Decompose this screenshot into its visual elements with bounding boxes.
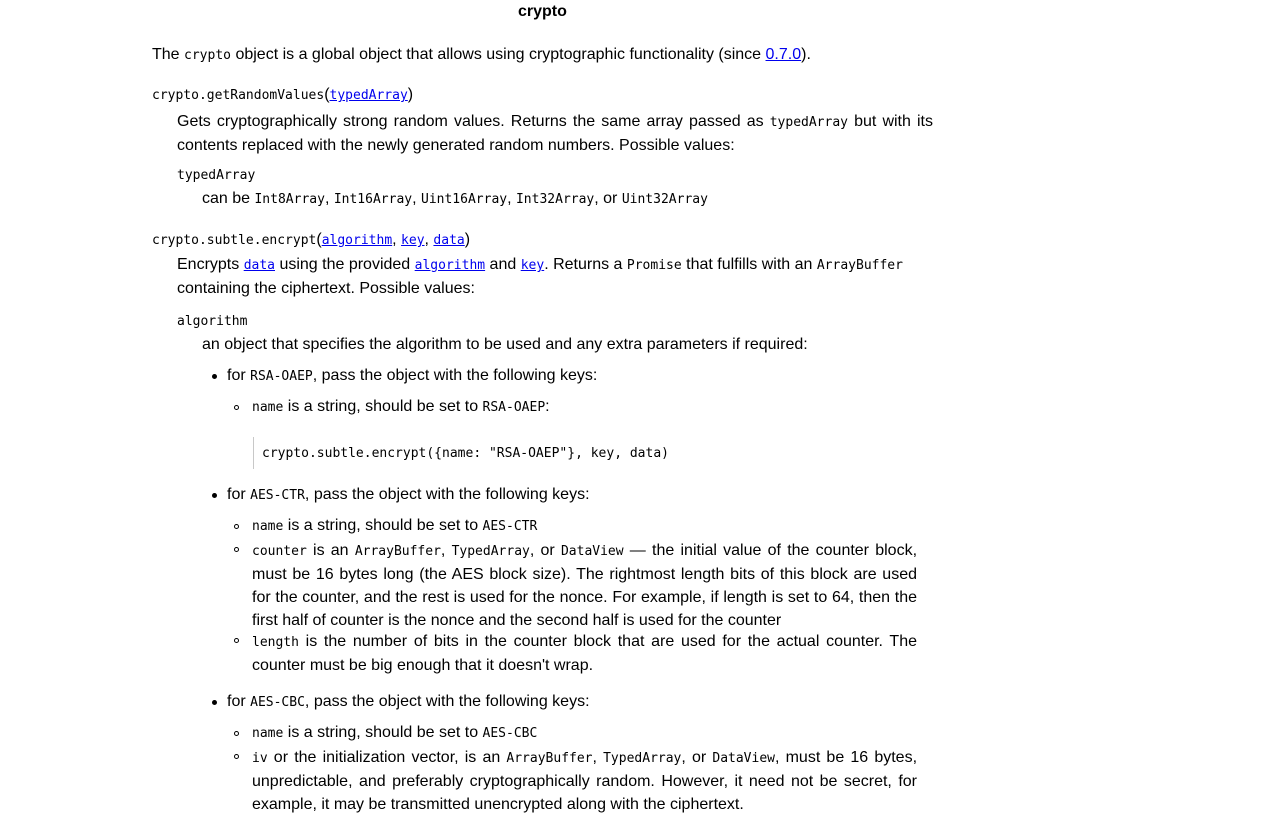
key-code: counter — [252, 544, 307, 559]
desc-text: , or — [529, 542, 561, 559]
signature-name: crypto.subtle.encrypt — [152, 233, 317, 248]
code-block — [253, 437, 753, 469]
algo-code: RSA-OAEP — [250, 369, 313, 384]
key-code: name — [252, 726, 284, 741]
list-bullet — [212, 374, 217, 379]
link-key[interactable]: key — [520, 258, 545, 273]
desc-text: Encrypts — [177, 256, 244, 273]
inline-code: Promise — [626, 258, 682, 273]
algo-code: AES-CTR — [250, 488, 305, 503]
desc-text: Gets cryptographically strong random values. Returns the same array passed as — [177, 113, 770, 130]
list-bullet — [234, 524, 239, 529]
desc-text: is the number of bits in the counter block that are used for the actual counter. The counter must be big enough that it doesn't wrap. — [252, 633, 917, 674]
type-code: ArrayBuffer — [506, 751, 593, 766]
list-bullet — [212, 493, 217, 498]
key-code: name — [252, 519, 284, 534]
type-code: Int32Array — [515, 192, 595, 207]
separator: , — [324, 190, 334, 207]
value-code: AES-CTR — [482, 519, 538, 534]
inline-code: crypto — [184, 48, 231, 63]
list-bullet — [234, 405, 239, 410]
param-link-algorithm[interactable]: algorithm — [321, 233, 393, 248]
inline-code: ArrayBuffer — [816, 258, 903, 273]
param-link-typedarray[interactable]: typedArray — [329, 88, 408, 103]
type-code: TypedArray — [603, 751, 682, 766]
value-code: AES-CBC — [482, 726, 538, 741]
type-code: Uint32Array — [621, 192, 708, 207]
signature-encrypt: crypto.subtle.encrypt(algorithm, key, data) — [152, 231, 471, 248]
key-code: iv — [252, 751, 268, 766]
separator: , or — [594, 190, 622, 207]
type-code: Int8Array — [254, 192, 325, 207]
inline-code: typedArray — [769, 115, 848, 130]
signature-name: crypto.getRandomValues — [152, 88, 325, 103]
desc-text: must be 16 bytes long (the AES block size). The rightmost length bits of this block are used for the counter, and the rest is used for the nonce. For example, if length is set to 64, then the first half of counter is the nonce and the second half is used for the counter — [252, 566, 917, 629]
type-code: ArrayBuffer — [354, 544, 441, 559]
type-code: Int16Array — [333, 192, 413, 207]
list-item-rsa-name — [252, 398, 550, 416]
desc-text: , must be 16 bytes, — [775, 749, 918, 766]
desc-text: is a string, should be set to — [283, 724, 483, 741]
list-item-aes-ctr — [227, 486, 590, 504]
list-bullet — [234, 754, 239, 759]
term-label: algorithm — [177, 314, 248, 329]
desc-text: , pass the object with the following keys: — [312, 367, 598, 384]
code-line: crypto.subtle.encrypt({name: "RSA-OAEP"}, key, data) — [262, 446, 669, 461]
list-item-ctr-name — [252, 517, 537, 535]
desc-text: for — [227, 486, 251, 503]
list-bullet — [234, 638, 239, 643]
desc-text: unpredictable, and preferably cryptographically random. However, it need not be secret, for example, it may be transmitted unencrypted along with the ciphertext. — [252, 773, 917, 813]
key-code: length — [252, 635, 299, 650]
list-item-cbc-name — [252, 724, 537, 742]
type-code: Uint16Array — [421, 192, 508, 207]
desc-text: , or — [681, 749, 713, 766]
desc-text: that fulfills with an — [681, 256, 817, 273]
desc-text: for — [227, 367, 251, 384]
intro-end: ). — [801, 46, 811, 63]
type-code: DataView — [560, 544, 624, 559]
list-bullet — [212, 700, 217, 705]
signature-getrandomvalues: crypto.getRandomValues(typedArray) — [152, 86, 414, 103]
value-code: RSA-OAEP — [482, 400, 546, 415]
desc-text: , pass the object with the following keys: — [304, 693, 590, 710]
list-item-rsa-oaep — [227, 367, 597, 385]
desc-text: . Returns a — [544, 256, 627, 273]
term-label: typedArray — [177, 168, 256, 183]
desc-text: or the initialization vector, is an — [267, 749, 507, 766]
separator: , — [412, 190, 421, 207]
link-algorithm[interactable]: algorithm — [414, 258, 486, 273]
encrypt-description-line1 — [177, 256, 903, 274]
list-bullet — [234, 731, 239, 736]
desc-text: but with its contents replaced with the newly generated random numbers. Possible values: — [177, 113, 933, 154]
intro-paragraph — [152, 46, 811, 64]
list-bullet — [234, 547, 239, 552]
param-link-data[interactable]: data — [433, 233, 465, 248]
type-code: TypedArray — [451, 544, 530, 559]
term-typedarray — [177, 166, 255, 184]
key-code: name — [252, 400, 284, 415]
desc-text: — the initial value of the counter block, — [623, 542, 918, 559]
intro-text: The — [152, 46, 180, 63]
getrandomvalues-description — [177, 110, 933, 157]
list-item-cbc-iv: iv or the initialization vector, is an ArrayBuffer, TypedArray, or DataView, must be 16 bytes, unpredictable, and preferably cryptographically random. However, it need not be secret, for example, it may be transmitted unencrypted along with the ciphertext. — [252, 749, 918, 813]
desc-text: using the provided — [275, 256, 415, 273]
desc-text: can be — [202, 190, 255, 207]
encrypt-description-line2: containing the ciphertext. Possible values: — [177, 280, 475, 297]
desc-text: for — [227, 693, 251, 710]
separator: , — [507, 190, 516, 207]
list-item-ctr-length — [252, 630, 917, 677]
link-data[interactable]: data — [243, 258, 275, 273]
desc-text: is an — [306, 542, 355, 559]
typedarray-values — [202, 190, 708, 208]
desc-text: , pass the object with the following keys: — [304, 486, 590, 503]
page-title: crypto — [518, 3, 567, 20]
desc-text: is a string, should be set to — [283, 398, 483, 415]
list-item-aes-cbc — [227, 693, 590, 711]
desc-text: : — [545, 398, 550, 415]
desc-text: is a string, should be set to — [283, 517, 483, 534]
desc-text: and — [485, 256, 521, 273]
version-link[interactable]: 0.7.0 — [765, 46, 802, 63]
term-algorithm — [177, 312, 247, 330]
param-link-key[interactable]: key — [401, 233, 425, 248]
algo-code: AES-CBC — [250, 695, 305, 710]
intro-text: object is a global object that allows using cryptographic functionality (since — [231, 46, 766, 63]
list-item-ctr-counter: counter is an ArrayBuffer, TypedArray, or DataView — the initial value of the counter block, must be 16 bytes long (the AES block size). The rightmost length bits of this block are used for the counter, and the rest is used for the nonce. For example, if length is set to 64, then the first half of counter is the nonce and the second half is used for the counter — [252, 542, 918, 629]
algorithm-description: an object that specifies the algorithm to be used and any extra parameters if required: — [202, 336, 808, 353]
type-code: DataView — [712, 751, 775, 766]
